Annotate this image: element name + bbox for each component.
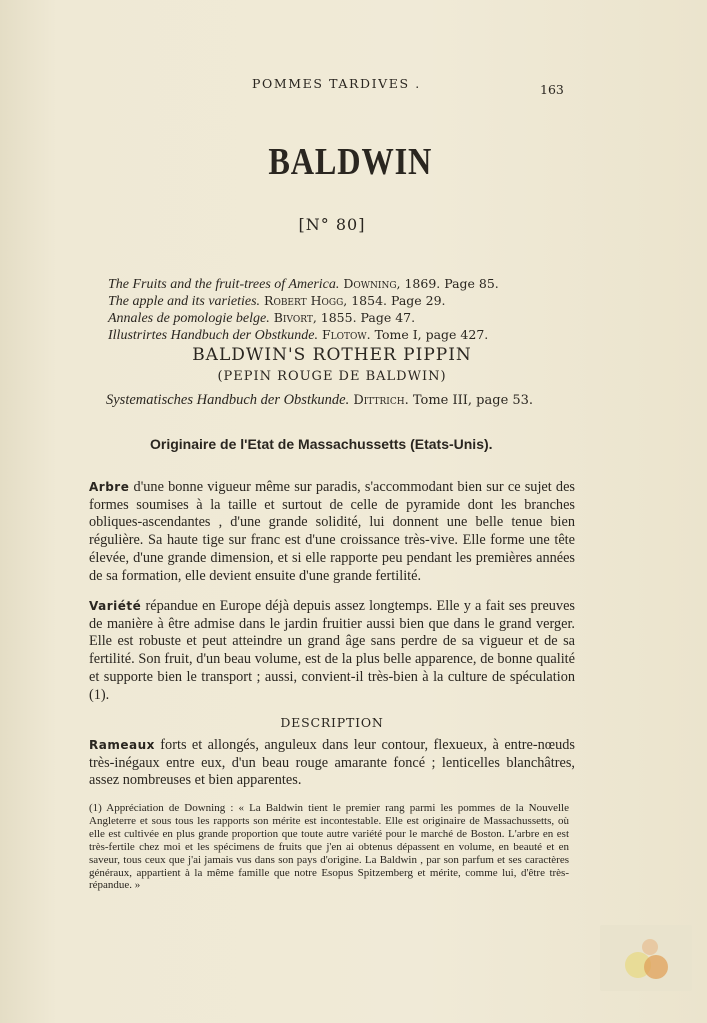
- variete-paragraph: [89, 598, 575, 704]
- reference-author: Bivort: [273, 310, 313, 325]
- reference-work: The Fruits and the fruit-trees of America.: [108, 277, 340, 292]
- reference-line: [108, 293, 446, 310]
- arbre-paragraph: [89, 479, 575, 585]
- apple-icon: [600, 925, 692, 991]
- apple-thumbnail: [600, 925, 692, 991]
- reference-work: Systematisches Handbuch der Obstkunde.: [106, 392, 350, 408]
- reference-details: . Tome I, page 427.: [366, 327, 489, 342]
- reference-details: , 1855. Page 47.: [312, 310, 416, 325]
- reference-details: . Tome III, page 53.: [404, 393, 534, 408]
- reference-author: Dittrich: [353, 393, 405, 408]
- rameaux-label: Rameaux: [89, 738, 155, 752]
- reference-work: Annales de pomologie belge.: [108, 311, 270, 326]
- reference-author: Flotow: [321, 327, 367, 342]
- reference-author: Downing: [343, 276, 397, 291]
- synonym-reference: [106, 392, 533, 409]
- arbre-label: Arbre: [89, 480, 130, 494]
- arbre-text: d'une bonne vigueur même sur paradis, s'accommodant bien sur ce sujet des formes soumises à la taille et surtout de celle de pyramide dont les branches obliques-ascendantes , d'une grande solidité, lui donnent une belle tenue bien régulière. Sa haute tige sur franc est d'une croissance très-vive. Elle forme une tête élevée, d'une grande dimension, et si elle rapporte peu pendant les premières années de sa formation, elle devient ensuite d'une grande fertilité.: [89, 479, 575, 584]
- reference-author: Robert Hogg: [264, 293, 344, 308]
- reference-work: Illustrirtes Handbuch der Obstkunde.: [108, 328, 318, 343]
- synonym-subtitle: (PEPIN ROUGE DE BALDWIN): [217, 369, 447, 384]
- description-heading: DESCRIPTION: [280, 715, 384, 730]
- rameaux-paragraph: [89, 737, 575, 790]
- reference-work: The apple and its varieties.: [108, 294, 261, 309]
- reference-line: [108, 310, 415, 327]
- footnote: (1) Appréciation de Downing : « La Baldwin tient le premier rang parmi les pommes de la Nouvelle Angleterre et sous tous les rapports son mérite est incontestable. Elle est originaire de Massachussetts, où elle est cultivée en plus grande proportion que toute autre variété pour le marché de Boston. L'arbre en est très-fertile chez moi et les spécimens de fruits que j'en ai obtenus dépassent en volume, en beauté et en saveur, tous ceux que j'ai jamais vus dans son pays d'origine. La Baldwin , par son parfum et ses caractères généraux, appartient à la même famille que notre Esopus Spitzemberg et mérite, comme lui, d'être très-répandue. »: [89, 802, 569, 892]
- origin-line: Originaire de l'Etat de Massachussetts (Etats-Unis).: [150, 436, 493, 452]
- reference-details: , 1854. Page 29.: [343, 293, 446, 308]
- running-head: POMMES TARDIVES .: [252, 76, 421, 91]
- variety-number: [N° 80]: [298, 215, 366, 234]
- reference-line: [108, 327, 488, 344]
- reference-line: [108, 276, 499, 293]
- variete-text: répandue en Europe déjà depuis assez longtemps. Elle y a fait ses preuves de manière à être admise dans le jardin fruitier aussi bien que dans le grand verger. Elle est robuste et peut atteindre un grand âge sans perdre de sa vigueur et de sa fertilité. Son fruit, d'un beau volume, est de la plus belle apparence, de bonne qualité et supporte bien le transport ; aussi, convient-il très-bien à la culture de spéculation (1).: [89, 598, 575, 703]
- page-title: BALDWIN: [268, 141, 433, 183]
- variete-label: Variété: [89, 599, 142, 613]
- rameaux-text: forts et allongés, anguleux dans leur contour, flexueux, à entre-nœuds très-inégaux entre eux, d'un beau rouge amarante foncé ; lenticelles blanchâtres, assez nombreuses et bien apparentes.: [89, 737, 575, 789]
- page-number: 163: [540, 82, 564, 97]
- synonym-title: BALDWIN'S ROTHER PIPPIN: [192, 345, 472, 365]
- reference-details: , 1869. Page 85.: [396, 276, 499, 291]
